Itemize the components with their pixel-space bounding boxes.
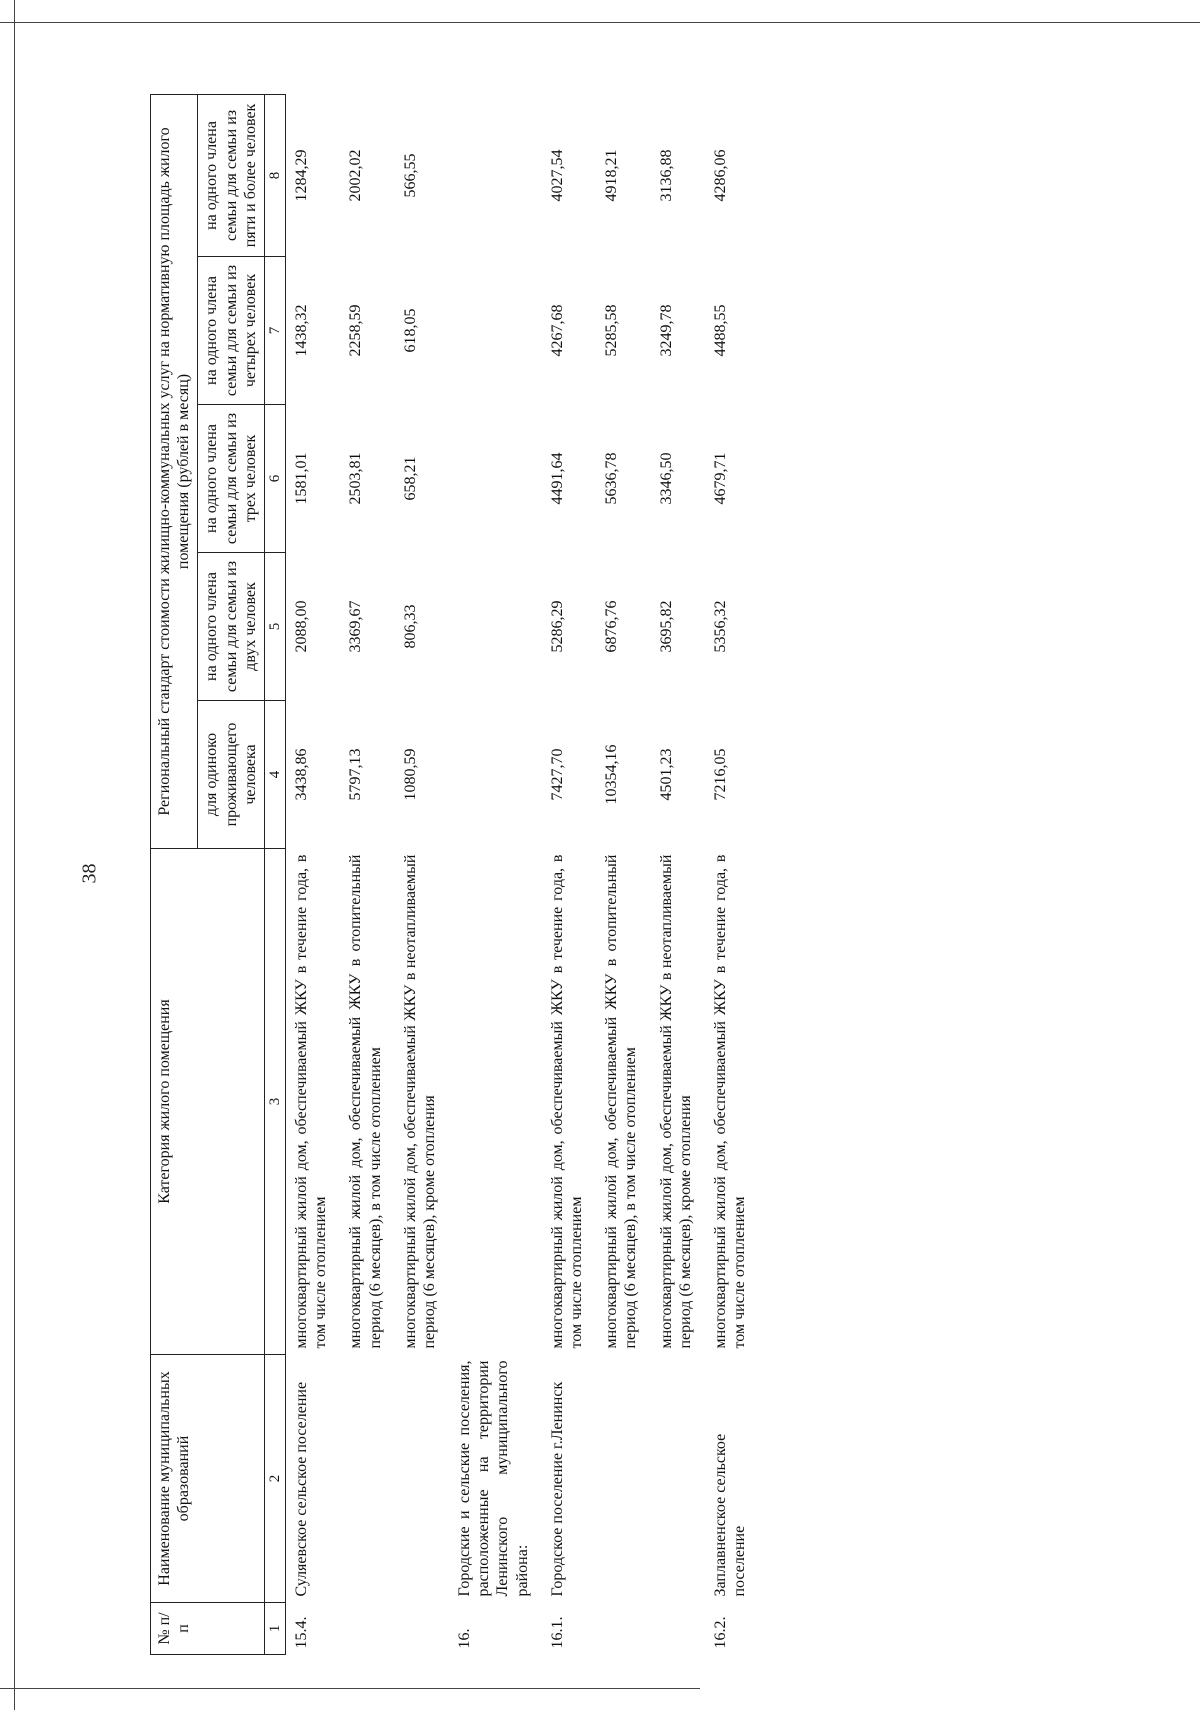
value-three: 658,21 (401, 456, 419, 501)
housing-category: многоквартирный жилой дом, обеспечиваемый ЖКУ в неотапливаемый период (6 месяцев), кроме отопления (657, 854, 694, 1349)
row-number (395, 1603, 449, 1655)
scan-border-bottom (0, 1688, 700, 1689)
value-five-plus: 566,55 (401, 153, 419, 198)
scan-border-left (14, 0, 15, 1710)
column-number: 5 (264, 553, 285, 701)
header-family-of-four: на одного члена семьи для семьи из четырех человек (198, 257, 265, 405)
value-two: 5356,32 (711, 600, 729, 653)
value-three: 3346,50 (657, 452, 675, 505)
value-two: 5286,29 (548, 600, 566, 653)
housing-category: многоквартирный жилой дом, обеспечиваемый ЖКУ в течение года, в том числе отоплением (711, 854, 749, 1349)
header-municipality: Наименование муниципальных образований (151, 1355, 265, 1603)
header-family-of-three: на одного члена семьи для семьи из трех человек (198, 405, 265, 553)
value-two: 6876,76 (603, 600, 621, 653)
value-two: 2088,00 (292, 600, 310, 653)
value-five-plus: 4286,06 (711, 149, 729, 202)
header-category: Категория жилого помещения (151, 849, 265, 1355)
value-two (449, 553, 542, 701)
value-four: 3249,78 (657, 304, 675, 357)
scan-border-top (0, 22, 1200, 23)
row-number (340, 1603, 394, 1655)
column-number: 6 (264, 405, 285, 553)
housing-cost-table (150, 94, 759, 1655)
municipality-name (651, 1355, 705, 1603)
value-four: 5285,58 (603, 304, 621, 357)
value-five-plus (449, 94, 542, 256)
housing-category: многоквартирный жилой дом, обеспечиваемый ЖКУ в отопительный период (6 месяцев), в том числе отоплением (603, 854, 640, 1349)
value-two: 3369,67 (347, 600, 365, 653)
header-single-person: для одиноко проживающего человека (198, 701, 265, 849)
value-three: 5636,78 (603, 452, 621, 505)
municipality-name (596, 1355, 650, 1603)
header-no: № п/п (151, 1603, 265, 1655)
row-number (651, 1603, 705, 1655)
value-four (449, 257, 542, 405)
value-four: 2258,59 (347, 304, 365, 357)
value-four: 4267,68 (548, 304, 566, 357)
municipality-name (395, 1355, 449, 1603)
value-five-plus: 4918,21 (603, 149, 621, 202)
value-five-plus: 3136,88 (657, 149, 675, 202)
table-row (651, 94, 705, 1654)
value-single: 7427,70 (548, 748, 566, 801)
value-three (449, 405, 542, 553)
value-five-plus: 1284,29 (292, 149, 310, 202)
table-row (449, 94, 542, 1654)
housing-category: многоквартирный жилой дом, обеспечиваемый ЖКУ в неотапливаемый период (6 месяцев), кроме отопления (401, 854, 438, 1349)
value-single: 5797,13 (347, 748, 365, 801)
rotated-table-container (150, 95, 1060, 1655)
value-two: 3695,82 (657, 600, 675, 653)
municipality-name: Городские и сельские поселения, расположенные на территории Ленинского муниципального района: (456, 1360, 531, 1597)
header-regional-standard: Региональный стандарт стоимости жилищно-коммунальных услуг на нормативную площадь жилого помещения (рублей в месяц) (151, 94, 198, 848)
value-five-plus: 4027,54 (548, 149, 566, 202)
value-single: 10354,16 (603, 744, 621, 805)
value-single: 1080,59 (401, 748, 419, 801)
row-number: 16.2. (711, 1616, 729, 1649)
header-family-of-two: на одного члена семьи для семьи из двух человек (198, 553, 265, 701)
table-row (340, 94, 394, 1654)
value-single: 7216,05 (711, 748, 729, 801)
column-number: 1 (264, 1603, 285, 1655)
table-row (596, 94, 650, 1654)
value-three: 4679,71 (711, 452, 729, 505)
table-row (285, 94, 340, 1654)
value-two: 806,33 (401, 604, 419, 649)
page-number: 38 (78, 863, 101, 884)
value-five-plus: 2002,02 (347, 149, 365, 202)
housing-category (449, 849, 542, 1355)
housing-category: многоквартирный жилой дом, обеспечиваемый ЖКУ в течение года, в том числе отоплением (292, 854, 330, 1349)
value-four: 618,05 (401, 308, 419, 353)
header-family-of-five-plus: на одного члена семьи для семьи из пяти и более человек (198, 94, 265, 256)
value-three: 1581,01 (292, 452, 310, 505)
value-three: 2503,81 (347, 452, 365, 505)
value-four: 4488,55 (711, 304, 729, 357)
value-single: 4501,23 (657, 748, 675, 801)
table-row (705, 94, 759, 1654)
municipality-name: Суляевское сельское поселение (292, 1381, 310, 1597)
column-number: 3 (264, 849, 285, 1355)
row-number (596, 1603, 650, 1655)
column-number: 4 (264, 701, 285, 849)
column-number: 2 (264, 1355, 285, 1603)
column-number: 7 (264, 257, 285, 405)
municipality-name: Заплавненское сельское поселение (711, 1433, 749, 1597)
housing-category: многоквартирный жилой дом, обеспечиваемый ЖКУ в течение года, в том числе отоплением (548, 854, 585, 1349)
value-single: 3438,86 (292, 748, 310, 801)
value-three: 4491,64 (548, 452, 566, 505)
value-four: 1438,32 (292, 304, 310, 357)
row-number: 16. (456, 1628, 474, 1649)
municipality-name (340, 1355, 394, 1603)
municipality-name: Городское поселение г.Ленинск (548, 1381, 566, 1597)
table-row (395, 94, 449, 1654)
housing-category: многоквартирный жилой дом, обеспечиваемый ЖКУ в отопительный период (6 месяцев), в том числе отоплением (347, 854, 384, 1349)
table-row (542, 94, 596, 1654)
row-number: 15.4. (292, 1616, 310, 1649)
value-single (449, 701, 542, 849)
column-number: 8 (264, 94, 285, 256)
row-number: 16.1. (548, 1616, 566, 1649)
